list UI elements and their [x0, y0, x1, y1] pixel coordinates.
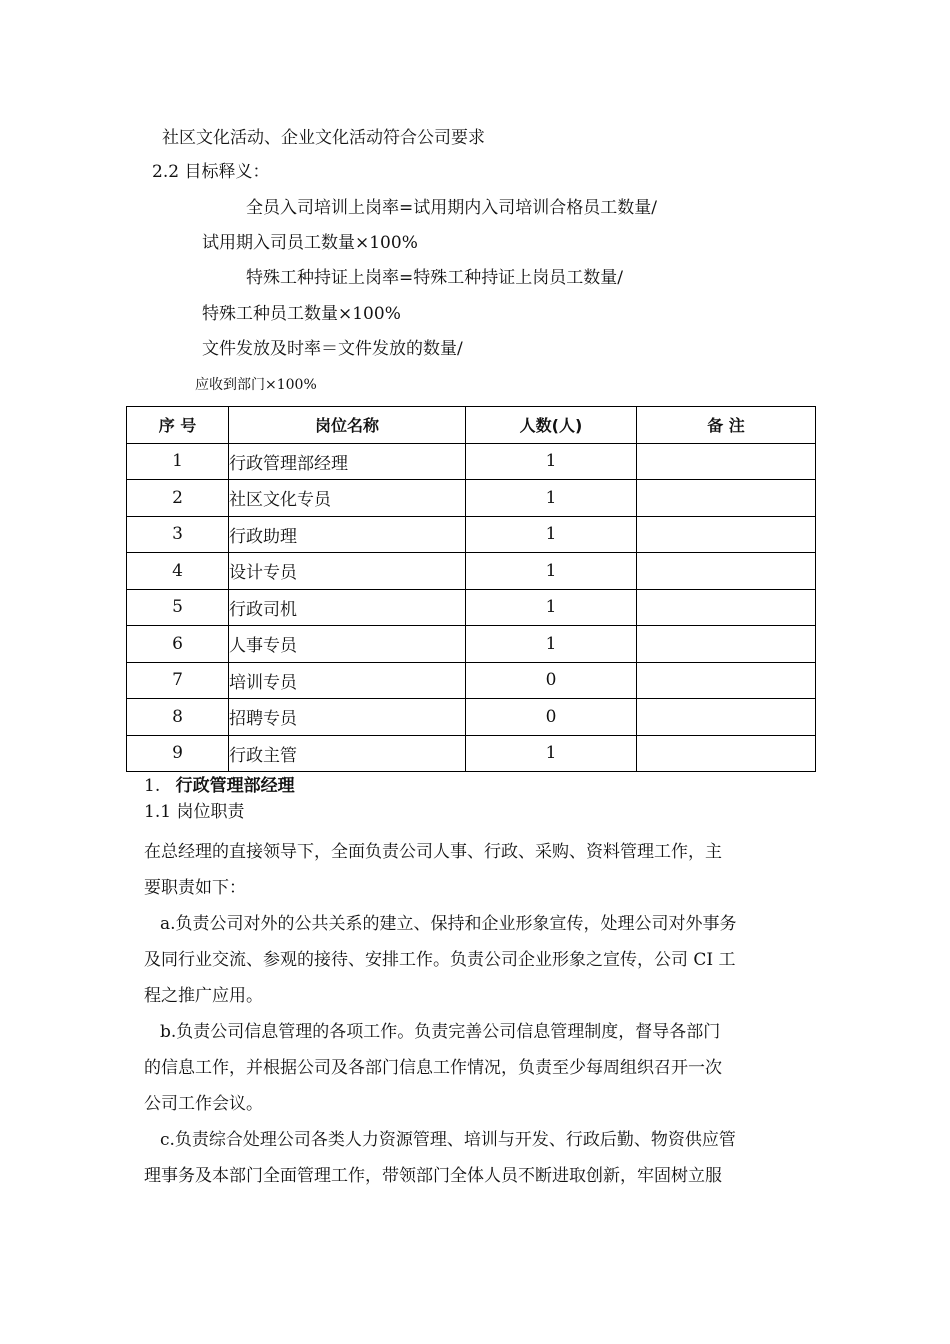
paragraph-line: 公司工作会议。: [144, 1094, 263, 1114]
paragraph-line: 理事务及本部门全面管理工作，带领部门全体人员不断进取创新，牢固树立服: [144, 1166, 722, 1186]
section-title-text: 行政管理部经理: [175, 776, 295, 796]
section-number: 1.: [144, 776, 161, 796]
cell-count: 1: [466, 735, 637, 772]
cell-note: [637, 662, 816, 699]
cell-no: 5: [127, 589, 229, 626]
cell-position: 招聘专员: [229, 699, 466, 736]
cell-position: 社区文化专员: [229, 480, 466, 517]
table-row: [127, 480, 816, 517]
cell-count: 1: [466, 589, 637, 626]
cell-note: [637, 589, 816, 626]
cell-no: 3: [127, 516, 229, 553]
paragraph-line: b.负责公司信息管理的各项工作。负责完善公司信息管理制度，督导各部门: [160, 1022, 721, 1042]
cell-note: [637, 735, 816, 772]
formula-2b: 特殊工种员工数量×100%: [202, 304, 401, 324]
header-note: 备 注: [637, 407, 816, 444]
table-row: [127, 553, 816, 590]
table-row: [127, 443, 816, 480]
cell-note: [637, 699, 816, 736]
header-position: 岗位名称: [229, 407, 466, 444]
cell-count: 1: [466, 443, 637, 480]
cell-note: [637, 516, 816, 553]
cell-position: 行政司机: [229, 589, 466, 626]
cell-note: [637, 480, 816, 517]
cell-no: 4: [127, 553, 229, 590]
cell-count: 1: [466, 480, 637, 517]
cell-position: 培训专员: [229, 662, 466, 699]
cell-count: 1: [466, 553, 637, 590]
table-row: [127, 516, 816, 553]
table-header-row: [127, 407, 816, 444]
cell-no: 9: [127, 735, 229, 772]
cell-note: [637, 626, 816, 663]
header-count: 人数(人): [466, 407, 637, 444]
cell-count: 1: [466, 516, 637, 553]
cell-no: 2: [127, 480, 229, 517]
table-row: [127, 735, 816, 772]
cell-position: 行政主管: [229, 735, 466, 772]
cell-position: 设计专员: [229, 553, 466, 590]
cell-no: 8: [127, 699, 229, 736]
formula-1b: 试用期入司员工数量×100%: [202, 233, 418, 253]
formula-1a: 全员入司培训上岗率=试用期内入司培训合格员工数量/: [246, 198, 657, 218]
cell-no: 1: [127, 443, 229, 480]
paragraph-line: 的信息工作，并根据公司及各部门信息工作情况，负责至少每周组织召开一次: [144, 1058, 722, 1078]
cell-position: 行政助理: [229, 516, 466, 553]
section-heading-2-2: 2.2 目标释义：: [152, 162, 270, 182]
cell-note: [637, 443, 816, 480]
section-title: [144, 776, 295, 796]
cell-count: 0: [466, 699, 637, 736]
paragraph-line: c.负责综合处理公司各类人力资源管理、培训与开发、行政后勤、物资供应管: [160, 1130, 736, 1150]
table-row: [127, 699, 816, 736]
formula-3b: 应收到部门×100%: [195, 377, 317, 393]
table-row: [127, 626, 816, 663]
header-no: 序 号: [127, 407, 229, 444]
paragraph-line: 在总经理的直接领导下，全面负责公司人事、行政、采购、资料管理工作，主: [144, 842, 722, 862]
formula-2a: 特殊工种持证上岗率=特殊工种持证上岗员工数量/: [246, 268, 623, 288]
cell-note: [637, 553, 816, 590]
cell-position: 人事专员: [229, 626, 466, 663]
cell-count: 0: [466, 662, 637, 699]
paragraph-line: a.负责公司对外的公共关系的建立、保持和企业形象宣传，处理公司对外事务: [160, 914, 737, 934]
paragraph-line: 及同行业交流、参观的接待、安排工作。负责公司企业形象之宣传，公司 CI 工: [144, 950, 736, 970]
table-row: [127, 662, 816, 699]
formula-3a: 文件发放及时率＝文件发放的数量/: [202, 339, 463, 359]
intro-line: 社区文化活动、企业文化活动符合公司要求: [162, 128, 485, 148]
paragraph-line: 要职责如下：: [144, 878, 246, 898]
paragraph-line: 程之推广应用。: [144, 986, 263, 1006]
cell-no: 6: [127, 626, 229, 663]
staffing-table: [126, 406, 816, 772]
subsection-title: 1.1 岗位职责: [144, 802, 245, 822]
cell-no: 7: [127, 662, 229, 699]
cell-count: 1: [466, 626, 637, 663]
table-row: [127, 589, 816, 626]
cell-position: 行政管理部经理: [229, 443, 466, 480]
